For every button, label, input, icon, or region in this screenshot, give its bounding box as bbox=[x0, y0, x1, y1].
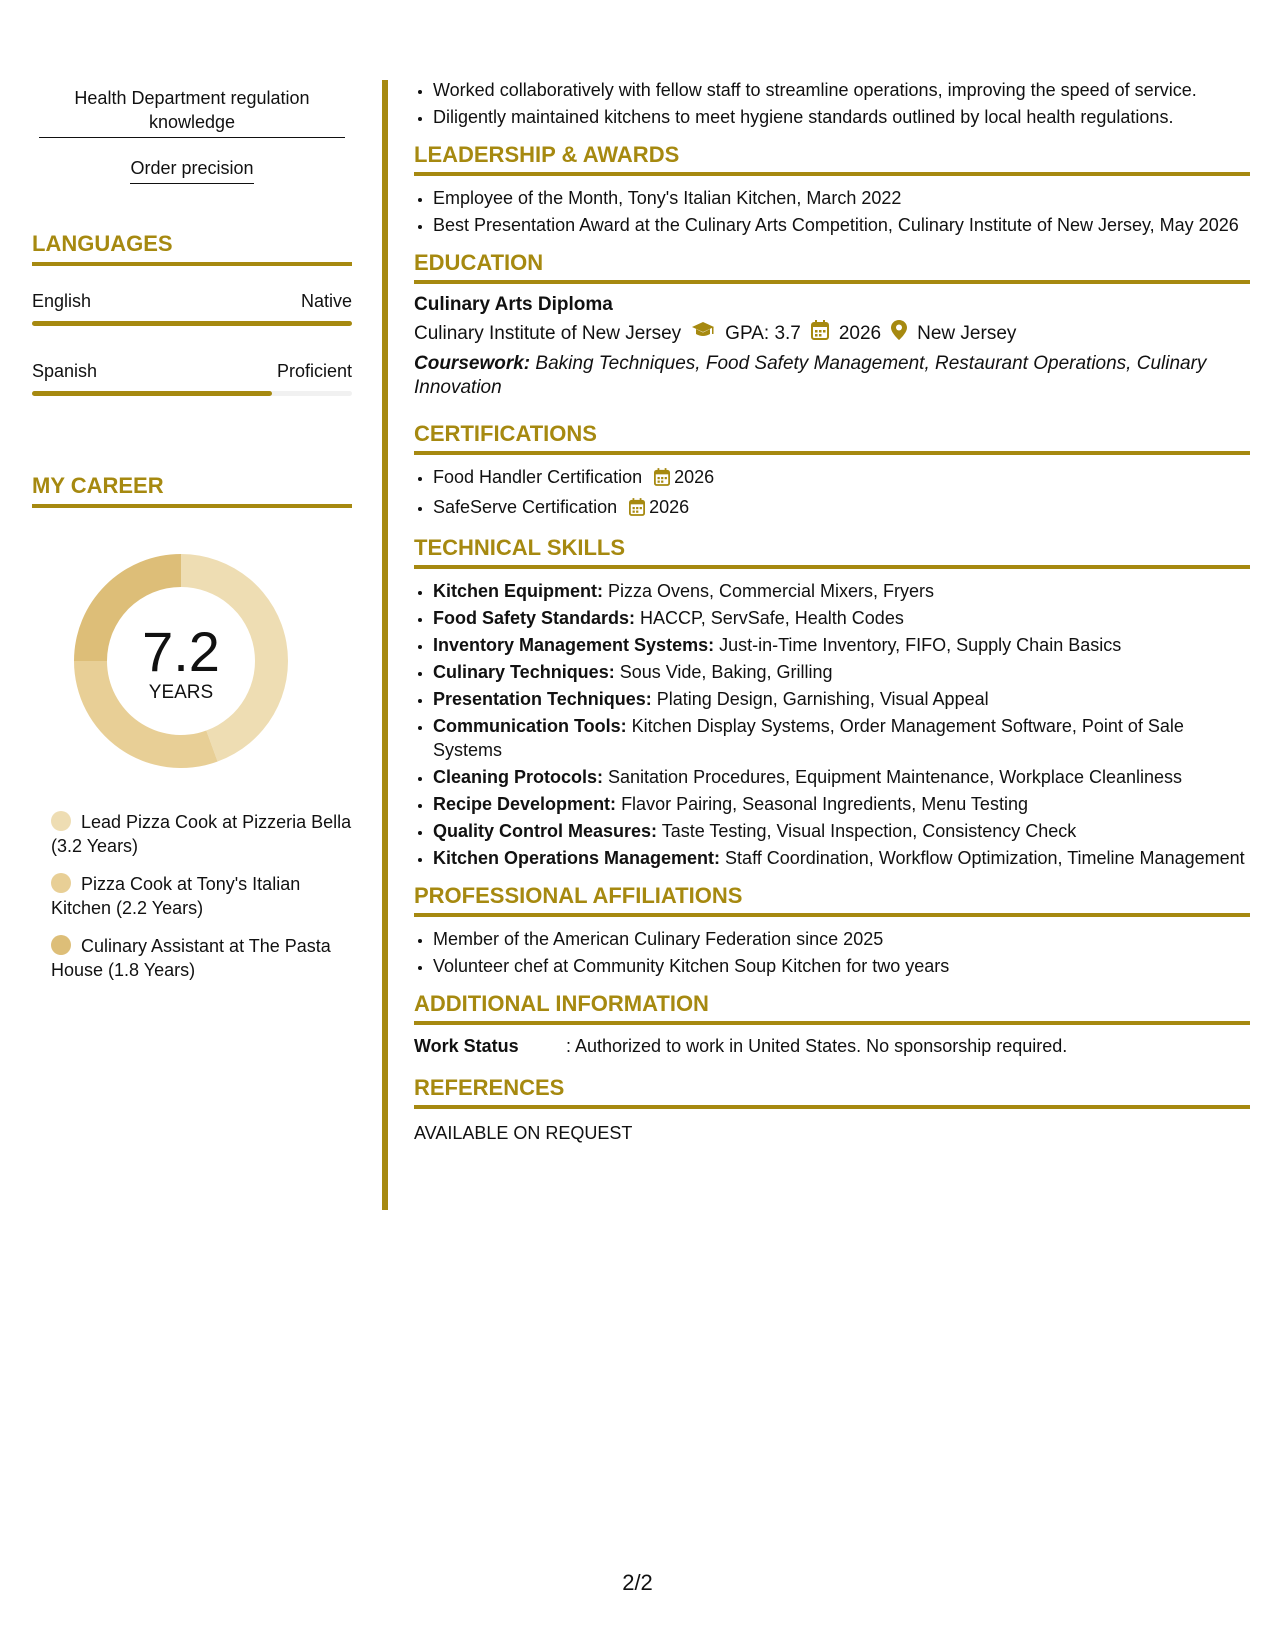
affiliation-item: • Member of the American Culinary Federation since 2025 bbox=[433, 927, 1250, 951]
career-total-value: 7.2 bbox=[142, 620, 220, 683]
work-status-label: Work Status bbox=[414, 1036, 519, 1056]
coursework-text: Baking Techniques, Food Safety Management, Restaurant Operations, Culinary Innovation bbox=[414, 353, 1207, 398]
education-location: New Jersey bbox=[917, 323, 1017, 344]
skill-value: Flavor Pairing, Seasonal Ingredients, Menu Testing bbox=[616, 794, 1028, 814]
career-legend bbox=[32, 810, 352, 982]
certification-name: Food Handler Certification bbox=[433, 467, 643, 487]
skill-label: Presentation Techniques: bbox=[433, 689, 652, 709]
language-level: Native bbox=[300, 291, 352, 311]
language-item bbox=[32, 360, 352, 396]
language-bar bbox=[32, 391, 352, 396]
main-column bbox=[414, 78, 1250, 1145]
legend-dot bbox=[51, 873, 71, 893]
education-coursework bbox=[414, 352, 1250, 400]
strength-item: Health Department regulation knowledge bbox=[39, 86, 345, 138]
skill-value: Sous Vide, Baking, Grilling bbox=[614, 662, 833, 682]
certification-item bbox=[433, 465, 1250, 492]
calendar-icon bbox=[654, 468, 670, 492]
education-heading: EDUCATION bbox=[414, 249, 1250, 284]
skill-value: Just-in-Time Inventory, FIFO, Supply Chain Basics bbox=[714, 635, 1122, 655]
skill-item bbox=[433, 792, 1250, 816]
coursework-label: Coursework: bbox=[414, 353, 531, 374]
skill-value: Staff Coordination, Workflow Optimization, Timeline Management bbox=[720, 848, 1245, 868]
skills-section bbox=[414, 534, 1250, 870]
skill-item bbox=[433, 606, 1250, 630]
additional-heading: ADDITIONAL INFORMATION bbox=[414, 990, 1250, 1025]
skill-item bbox=[433, 714, 1250, 762]
skill-value: Taste Testing, Visual Inspection, Consistency Check bbox=[657, 821, 1077, 841]
column-divider bbox=[382, 80, 388, 1210]
references-section bbox=[414, 1074, 1250, 1145]
certifications-heading: CERTIFICATIONS bbox=[414, 420, 1250, 455]
education-degree: Culinary Arts Diploma bbox=[414, 294, 613, 315]
sidebar bbox=[32, 76, 352, 996]
experience-bullet: • Diligently maintained kitchens to meet hygiene standards outlined by local health regulations. bbox=[433, 105, 1250, 129]
language-level: Proficient bbox=[276, 361, 352, 381]
skills-heading: TECHNICAL SKILLS bbox=[414, 534, 1250, 569]
references-heading: REFERENCES bbox=[414, 1074, 1250, 1109]
skill-label: Kitchen Operations Management: bbox=[433, 848, 721, 868]
experience-bullets bbox=[414, 78, 1250, 129]
language-bar-fill bbox=[32, 391, 272, 396]
page-number: 2/2 bbox=[622, 1570, 653, 1595]
work-status-row bbox=[414, 1034, 1250, 1058]
work-status-value: : Authorized to work in United States. No sponsorship required. bbox=[566, 1036, 1068, 1056]
languages-section bbox=[32, 230, 352, 396]
skill-label: Culinary Techniques: bbox=[433, 662, 615, 682]
career-label: Culinary Assistant at The Pasta House (1.8 Years) bbox=[51, 936, 331, 980]
strength-item: Order precision bbox=[130, 156, 253, 184]
career-heading: MY CAREER bbox=[32, 472, 352, 508]
skill-item bbox=[433, 687, 1250, 711]
certification-item bbox=[433, 495, 1250, 522]
education-gpa: GPA: 3.7 bbox=[725, 323, 801, 344]
legend-dot bbox=[51, 935, 71, 955]
calendar-icon bbox=[629, 498, 645, 522]
certification-year: 2026 bbox=[674, 467, 715, 487]
skill-label: Inventory Management Systems: bbox=[433, 635, 715, 655]
career-section bbox=[32, 472, 352, 982]
language-name: English bbox=[32, 291, 92, 311]
skill-label: Food Safety Standards: bbox=[433, 608, 636, 628]
certification-name: SafeServe Certification bbox=[433, 497, 618, 517]
skill-item bbox=[433, 765, 1250, 789]
leadership-section bbox=[414, 141, 1250, 237]
certification-year: 2026 bbox=[649, 497, 690, 517]
career-legend-item bbox=[51, 934, 352, 982]
language-name: Spanish bbox=[32, 361, 98, 381]
skill-value: Pizza Ovens, Commercial Mixers, Fryers bbox=[603, 581, 935, 601]
skill-label: Communication Tools: bbox=[433, 716, 627, 736]
career-donut-chart bbox=[66, 546, 296, 776]
award-item: • Best Presentation Award at the Culinary Arts Competition, Culinary Institute of New Jersey, May 2026 bbox=[433, 213, 1250, 237]
career-label: Pizza Cook at Tony's Italian Kitchen (2.2 Years) bbox=[51, 874, 301, 918]
skill-item bbox=[433, 579, 1250, 603]
skill-item bbox=[433, 660, 1250, 684]
skill-label: Recipe Development: bbox=[433, 794, 617, 814]
career-label: Lead Pizza Cook at Pizzeria Bella (3.2 Years) bbox=[51, 812, 352, 856]
education-details bbox=[414, 320, 1250, 348]
skill-value: HACCP, ServSafe, Health Codes bbox=[635, 608, 904, 628]
language-item bbox=[32, 290, 352, 326]
additional-section bbox=[414, 990, 1250, 1058]
affiliation-item: • Volunteer chef at Community Kitchen Soup Kitchen for two years bbox=[433, 954, 1250, 978]
skill-item bbox=[433, 846, 1250, 870]
graduation-cap-icon bbox=[691, 321, 715, 347]
language-bar bbox=[32, 321, 352, 326]
language-bar-fill bbox=[32, 321, 352, 326]
calendar-icon bbox=[811, 320, 829, 348]
certifications-section bbox=[414, 420, 1250, 522]
skill-value: Plating Design, Garnishing, Visual Appeal bbox=[651, 689, 989, 709]
skill-item bbox=[433, 819, 1250, 843]
career-legend-item bbox=[51, 872, 352, 920]
career-total-unit: YEARS bbox=[148, 682, 214, 703]
award-item: • Employee of the Month, Tony's Italian Kitchen, March 2022 bbox=[433, 186, 1250, 210]
career-legend-item bbox=[51, 810, 352, 858]
skill-label: Cleaning Protocols: bbox=[433, 767, 604, 787]
skill-item bbox=[433, 633, 1250, 657]
skill-value: Sanitation Procedures, Equipment Maintenance, Workplace Cleanliness bbox=[603, 767, 1183, 787]
legend-dot bbox=[51, 811, 71, 831]
education-section bbox=[414, 249, 1250, 400]
skill-label: Kitchen Equipment: bbox=[433, 581, 603, 601]
affiliations-section bbox=[414, 882, 1250, 978]
languages-heading: LANGUAGES bbox=[32, 230, 352, 266]
references-text: AVAILABLE ON REQUEST bbox=[414, 1123, 633, 1143]
education-year: 2026 bbox=[838, 323, 882, 344]
leadership-heading: LEADERSHIP & AWARDS bbox=[414, 141, 1250, 176]
skill-label: Quality Control Measures: bbox=[433, 821, 658, 841]
education-school: Culinary Institute of New Jersey bbox=[414, 323, 682, 344]
affiliations-heading: PROFESSIONAL AFFILIATIONS bbox=[414, 882, 1250, 917]
location-pin-icon bbox=[891, 320, 907, 348]
skill-value: Kitchen Display Systems, Order Management Software, Point of Sale Systems bbox=[433, 716, 1184, 760]
experience-bullet: • Worked collaboratively with fellow staff to streamline operations, improving the speed of service. bbox=[433, 78, 1250, 102]
